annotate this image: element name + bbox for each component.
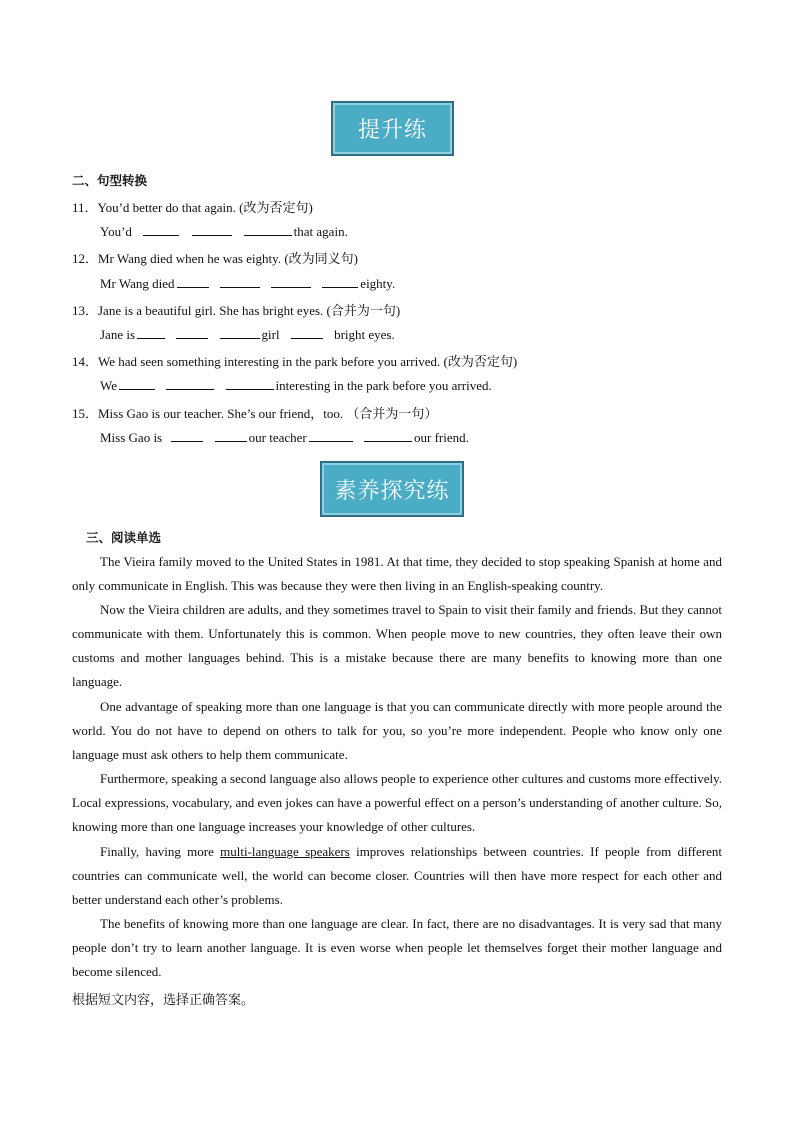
answer-15-suffix: our friend. [413,430,469,445]
answer-blank[interactable] [192,223,232,236]
section-3-title: 三、阅读单选 [86,530,162,545]
reading-paragraph-3: One advantage of speaking more than one language is that you can communicate directly with more people around the world. You do not have to depend on others to talk for you, so you’re more independent. People who know only one language must ask others to help them communicate. [72,699,722,763]
answer-blank[interactable] [226,377,274,390]
answer-blank[interactable] [166,377,214,390]
answer-13-prefix: Jane is [100,327,136,342]
answer-15-mid: our teacher [248,430,307,445]
answer-blank[interactable] [220,275,260,288]
practice-banner: 提升练 [331,101,454,156]
reading-paragraph-1: The Vieira family moved to the United States in 1981. At that time, they decided to stop speaking Spanish at home and only communicate in English. This was because they were then living in an English-speaking country. [72,554,722,594]
question-15: 15．Miss Gao is our teacher. She’s our friend，too. （合并为一句） [72,406,438,421]
question-14: 14．We had seen something interesting in the park before you arrived. (改为否定句) [72,354,518,369]
answer-blank[interactable] [309,429,353,442]
paragraph-5-rest: improves relationships between countries. If people from different countries can communicate well, the world can become closer. Countries will then have more respect for each other and better understand each other’s problems. [72,844,722,908]
answer-blank[interactable] [215,429,247,442]
question-11: 11．You’d better do that again. (改为否定句) [72,200,313,215]
answer-12-suffix: eighty. [360,276,396,291]
answer-blank[interactable] [244,223,292,236]
answer-blank[interactable] [364,429,412,442]
reading-paragraph-2: Now the Vieira children are adults, and they sometimes travel to Spain to visit their family and friends. But they cannot communicate with them. Unfortunately this is common. When people move to new countries, they often leave their own customs and mother languages behind. This is a mistake because there are many benefits to knowing more than one language. [72,602,722,690]
reading-paragraph-4: Furthermore, speaking a second language also allows people to experience other cultures and customs more effectively. Local expressions, vocabulary, and even jokes can have a powerful effect on a person’s understanding of another culture. So, knowing more than one language increases your knowledge of other cultures. [72,771,722,835]
inquiry-banner: 素养探究练 [320,461,464,517]
instruction: 根据短文内容，选择正确答案。 [72,993,255,1008]
reading-paragraph-6: The benefits of knowing more than one language are clear. In fact, there are no disadvantages. It is very sad that many people don’t try to learn another language. It is even worse when people let themselves forget their mother language and become silenced. [72,916,722,980]
answer-11-prefix: You’d [100,224,132,239]
question-12: 12．Mr Wang died when he was eighty. (改为同义句) [72,251,358,266]
answer-blank[interactable] [119,377,155,390]
underlined-phrase: multi-language speakers [220,844,350,859]
reading-paragraph-5 [72,840,722,912]
answer-12-prefix: Mr Wang died [100,276,175,291]
answer-blank[interactable] [322,275,358,288]
answer-11 [100,223,348,240]
answer-15-prefix: Miss Gao is [100,430,163,445]
paragraph-5-start: Finally, having more [100,844,221,859]
answer-blank[interactable] [220,326,260,339]
answer-14-prefix: We [100,378,117,393]
answer-14 [100,377,492,394]
answer-15 [100,429,469,446]
answer-blank[interactable] [171,429,203,442]
answer-blank[interactable] [291,326,323,339]
answer-blank[interactable] [177,275,209,288]
section-2-title: 二、句型转换 [72,173,148,188]
answer-blank[interactable] [143,223,179,236]
answer-blank[interactable] [137,326,165,339]
answer-13-mid: girl [261,327,280,342]
answer-13 [100,326,395,343]
answer-blank[interactable] [176,326,208,339]
answer-14-suffix: interesting in the park before you arrived. [275,378,492,393]
answer-13-suffix: bright eyes. [334,327,395,342]
question-13: 13．Jane is a beautiful girl. She has bright eyes. (合并为一句) [72,303,401,318]
answer-blank[interactable] [271,275,311,288]
answer-11-suffix: that again. [293,224,348,239]
answer-12 [100,275,395,292]
